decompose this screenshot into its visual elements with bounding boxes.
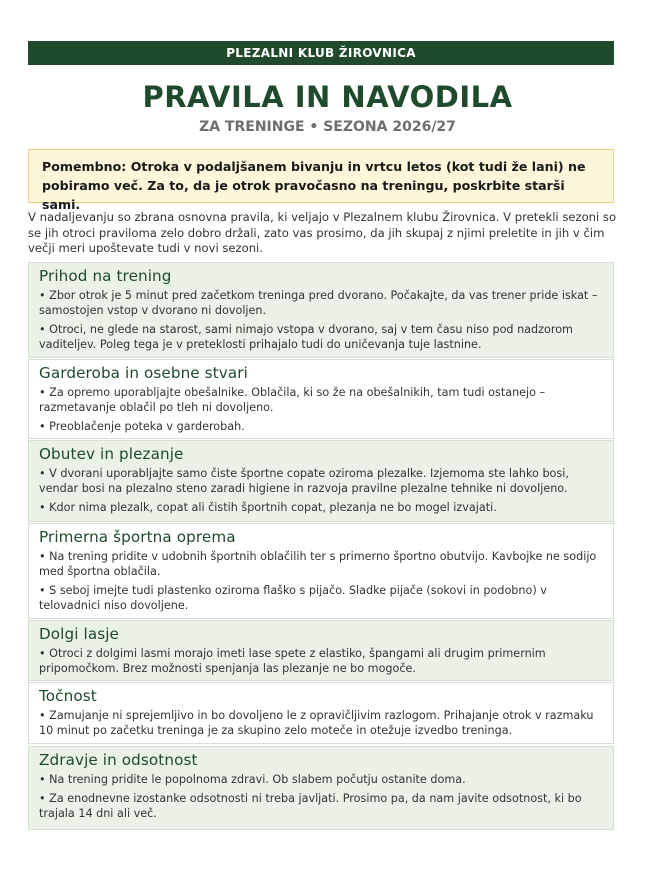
section-title: Obutev in plezanje	[39, 445, 184, 463]
section-punctuality	[28, 682, 614, 744]
rule-item: • Za opremo uporabljajte obešalnike. Oblačila, ki so že na obešalnikih, tam tudi ostanejo – razmetavanje oblačil po tleh ni dovoljeno.	[39, 386, 546, 414]
rule-item: • Otroci z dolgimi lasmi morajo imeti lase spete z elastiko, špangami ali drugim primernim pripomočkom. Brez možnosti spenjanja las plezanje ne bo mogoče.	[39, 647, 546, 675]
page-title: PRAVILA IN NAVODILA	[142, 80, 513, 114]
rule-item: • Kdor nima plezalk, copat ali čistih športnih copat, plezanja ne bo mogel izvajati.	[39, 501, 497, 514]
rule-item: • Za enodnevne izostanke odsotnosti ni treba javljati. Prosimo pa, da nam javite odsotnost, ki bo trajala 14 dni ali več.	[39, 792, 582, 820]
rule-item: • Zbor otrok je 5 minut pred začetkom treninga pred dvorano. Počakajte, da vas trener pride iskat – samostojen vstop v dvorano ni dovoljen.	[39, 289, 598, 317]
rule-item: • Otroci, ne glede na starost, sami nimajo vstopa v dvorano, saj v tem času niso pod nadzorom vaditeljev. Poleg tega je v preteklosti prihajalo tudi do uničevanja tuje lastnine.	[39, 323, 573, 351]
section-title: Dolgi lasje	[39, 625, 119, 643]
section-title: Primerna športna oprema	[39, 528, 236, 546]
rule-item: • Preoblačenje poteka v garderobah.	[39, 420, 245, 433]
rule-item: • S seboj imejte tudi plastenko oziroma flaško s pijačo. Sladke pijače (sokovi in podobno) v telovadnici niso dovoljene.	[39, 584, 547, 612]
section-footwear	[28, 440, 614, 522]
section-title: Zdravje in odsotnost	[39, 751, 198, 769]
section-health-absence	[28, 746, 614, 830]
section-long-hair	[28, 620, 614, 681]
section-wardrobe	[28, 359, 614, 439]
page-subtitle: ZA TRENINGE • SEZONA 2026/27	[199, 119, 456, 135]
section-title: Garderoba in osebne stvari	[39, 364, 248, 382]
section-title: Točnost	[39, 687, 97, 705]
section-title: Prihod na trening	[39, 267, 172, 285]
intro-paragraph: V nadaljevanju so zbrana osnovna pravila, ki veljajo v Plezalnem klubu Žirovnica. V pretekli sezoni so se jih otroci praviloma zelo dobro držali, zato vas prosimo, da jih skupaj z njimi preletite in jih v čim večji meri upoštevate tudi v novi sezoni.	[28, 210, 617, 255]
club-banner: PLEZALNI KLUB ŽIROVNICA	[28, 41, 614, 65]
rule-item: • Na trening pridite v udobnih športnih oblačilih ter s primerno športno obutvijo. Kavbojke ne sodijo med športna oblačila.	[39, 550, 597, 578]
rule-item: • Zamujanje ni sprejemljivo in bo dovoljeno le z opravičljivim razlogom. Prihajanje otrok v razmaku 10 minut po začetku treninga je za skupino zelo moteče in otežuje izvedbo treninga.	[39, 709, 594, 737]
important-notice: Pomembno: Otroka v podaljšanem bivanju in vrtcu letos (kot tudi že lani) ne pobiramo več. Za to, da je otrok pravočasno na treningu, poskrbite starši sami.	[28, 149, 614, 203]
rule-item: • Na trening pridite le popolnoma zdravi. Ob slabem počutju ostanite doma.	[39, 773, 466, 786]
rule-item: • V dvorani uporabljajte samo čiste športne copate oziroma plezalke. Izjemoma ste lahko bosi, vendar bosi na plezalno steno zaradi higiene in razvoja pravilne plezalne tehnike ni dovoljeno.	[39, 467, 569, 495]
section-arrival	[28, 262, 614, 358]
section-sports-equipment	[28, 523, 614, 619]
